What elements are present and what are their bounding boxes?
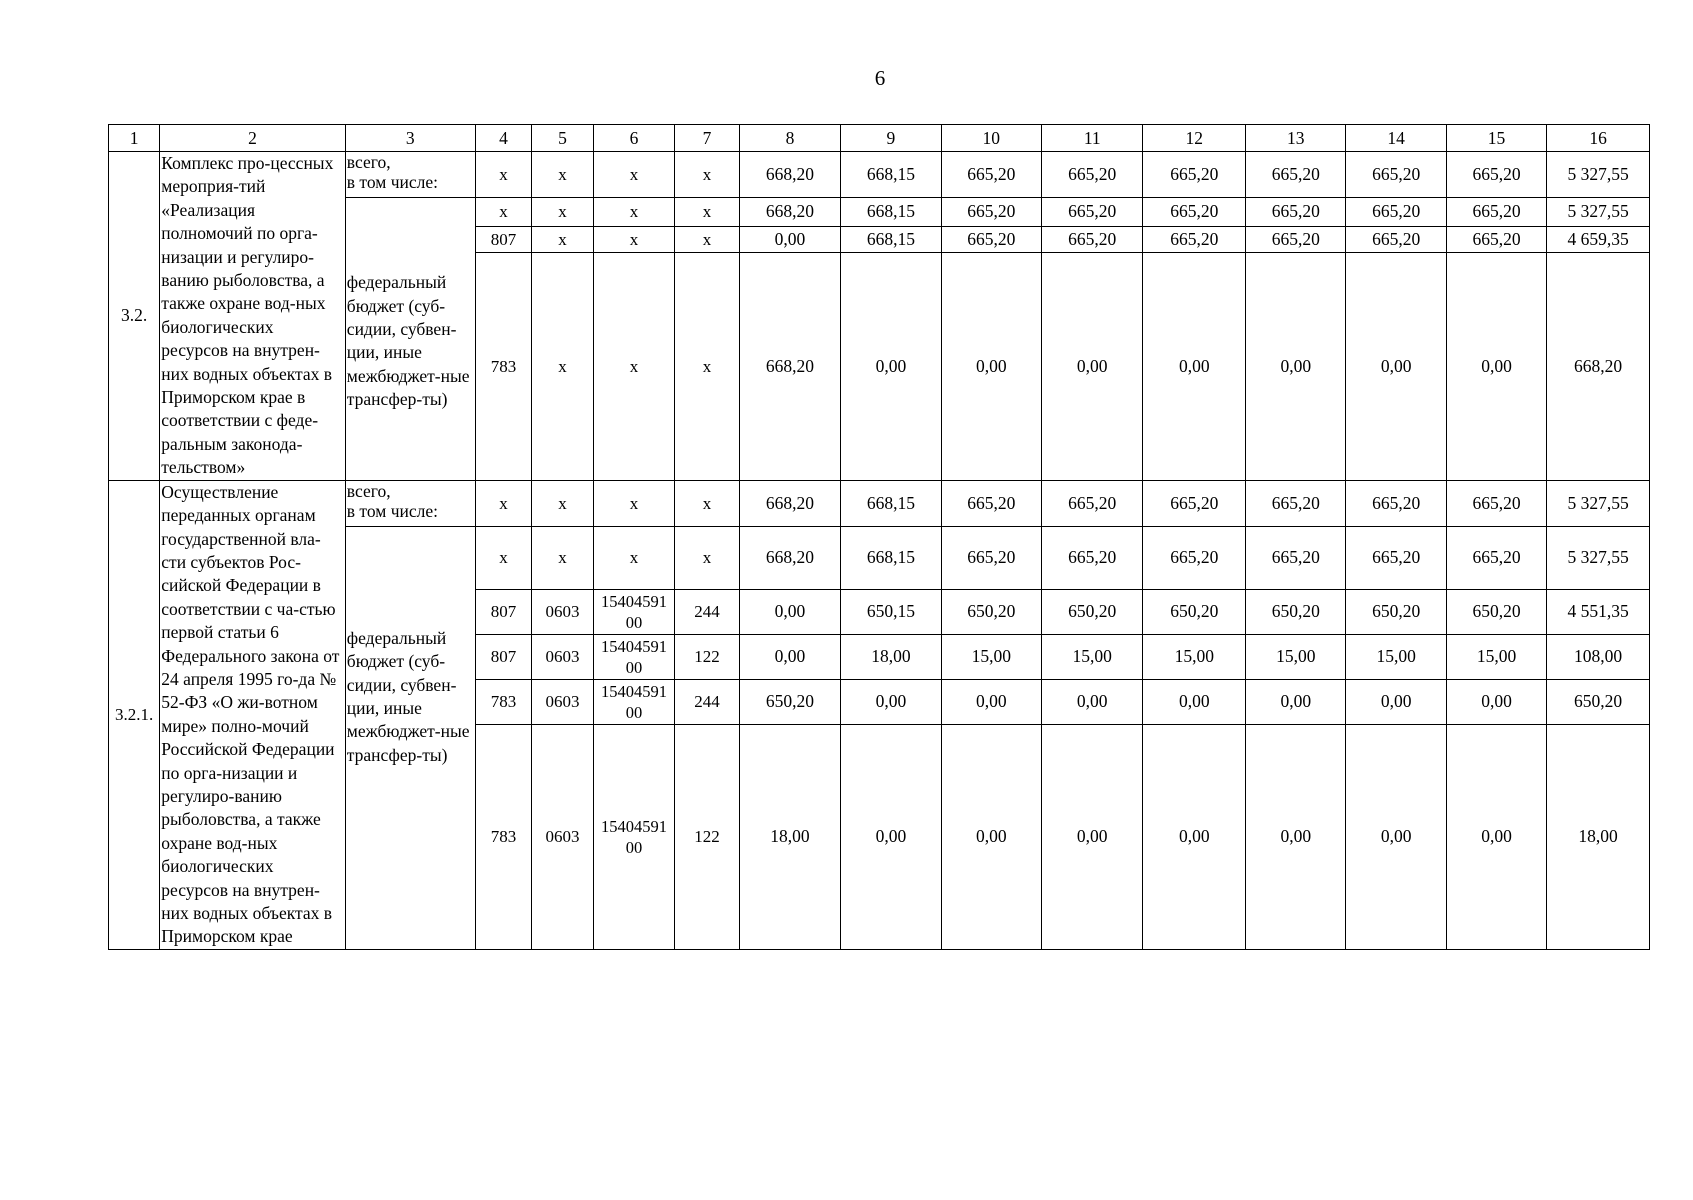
year-value: 650,20	[1246, 589, 1346, 634]
gr-code: 783	[475, 679, 532, 724]
year-value: 668,20	[739, 480, 840, 526]
year-value: 18,00	[841, 634, 941, 679]
year-value: 15,00	[1246, 634, 1346, 679]
target-code: 15404591 00	[593, 589, 675, 634]
year-value: 668,15	[841, 526, 941, 589]
year-value: 0,00	[739, 589, 840, 634]
gr-code: 807	[475, 589, 532, 634]
year-value: 665,20	[1246, 526, 1346, 589]
gr-code: х	[475, 480, 532, 526]
year-value: 5 327,55	[1547, 526, 1650, 589]
year-value: 5 327,55	[1547, 198, 1650, 227]
column-header: 2	[160, 125, 346, 152]
year-value: 0,00	[1346, 252, 1446, 480]
type-code: х	[675, 226, 739, 252]
year-value: 650,20	[1143, 589, 1246, 634]
section-code: 0603	[532, 679, 593, 724]
year-value: 0,00	[941, 679, 1041, 724]
year-value: 4 551,35	[1547, 589, 1650, 634]
section-code: х	[532, 480, 593, 526]
column-header: 6	[593, 125, 675, 152]
column-header: 14	[1346, 125, 1446, 152]
year-value: 650,15	[841, 589, 941, 634]
type-code: 122	[675, 724, 739, 949]
gr-code: х	[475, 198, 532, 227]
year-value: 665,20	[941, 198, 1041, 227]
year-value: 5 327,55	[1547, 480, 1650, 526]
gr-code: х	[475, 152, 532, 198]
year-value: 665,20	[941, 226, 1041, 252]
year-value: 108,00	[1547, 634, 1650, 679]
funding-source-label: федеральный бюджет (суб-сидии, субвен-ции, иные межбюджет-ные трансфер-ты)	[345, 526, 475, 949]
year-value: 665,20	[1246, 198, 1346, 227]
year-value: 665,20	[1446, 526, 1546, 589]
year-value: 0,00	[1143, 679, 1246, 724]
type-code: х	[675, 526, 739, 589]
year-value: 668,20	[739, 252, 840, 480]
year-value: 15,00	[1143, 634, 1246, 679]
year-value: 15,00	[1346, 634, 1446, 679]
year-value: 665,20	[941, 152, 1041, 198]
section-code: х	[532, 198, 593, 227]
section-code: 0603	[532, 589, 593, 634]
year-value: 668,15	[841, 226, 941, 252]
year-value: 665,20	[1346, 480, 1446, 526]
section-number: 3.2.1.	[109, 480, 160, 949]
year-value: 668,15	[841, 152, 941, 198]
year-value: 0,00	[1042, 724, 1143, 949]
year-value: 0,00	[1143, 724, 1246, 949]
column-header: 1	[109, 125, 160, 152]
section-number: 3.2.	[109, 152, 160, 481]
year-value: 18,00	[739, 724, 840, 949]
column-header: 12	[1143, 125, 1246, 152]
year-value: 665,20	[1446, 226, 1546, 252]
target-code: 15404591 00	[593, 679, 675, 724]
year-value: 668,20	[739, 198, 840, 227]
target-code: х	[593, 152, 675, 198]
year-value: 650,20	[1446, 589, 1546, 634]
target-code: х	[593, 252, 675, 480]
year-value: 665,20	[1042, 480, 1143, 526]
year-value: 665,20	[1246, 480, 1346, 526]
year-value: 15,00	[1446, 634, 1546, 679]
target-code: х	[593, 226, 675, 252]
year-value: 665,20	[1346, 152, 1446, 198]
column-header: 11	[1042, 125, 1143, 152]
column-header: 9	[841, 125, 941, 152]
table-row	[109, 480, 1650, 526]
type-code: х	[675, 480, 739, 526]
gr-code: 807	[475, 226, 532, 252]
year-value: 665,20	[1042, 152, 1143, 198]
column-header: 15	[1446, 125, 1546, 152]
total-label: всего, в том числе:	[345, 480, 475, 526]
type-code: 244	[675, 679, 739, 724]
target-code: х	[593, 198, 675, 227]
year-value: 665,20	[1042, 198, 1143, 227]
section-code: х	[532, 226, 593, 252]
gr-code: 783	[475, 252, 532, 480]
year-value: 0,00	[1446, 679, 1546, 724]
type-code: 122	[675, 634, 739, 679]
year-value: 5 327,55	[1547, 152, 1650, 198]
page-number: 6	[874, 66, 886, 90]
year-value: 0,00	[841, 252, 941, 480]
year-value: 0,00	[941, 724, 1041, 949]
year-value: 18,00	[1547, 724, 1650, 949]
year-value: 665,20	[1042, 226, 1143, 252]
year-value: 668,15	[841, 198, 941, 227]
year-value: 650,20	[1042, 589, 1143, 634]
funding-source-label: федеральный бюджет (суб-сидии, субвен-ции, иные межбюджет-ные трансфер-ты)	[345, 198, 475, 481]
year-value: 650,20	[1346, 589, 1446, 634]
year-value: 0,00	[1346, 679, 1446, 724]
total-label: всего, в том числе:	[345, 152, 475, 198]
target-code: х	[593, 480, 675, 526]
year-value: 0,00	[1143, 252, 1246, 480]
year-value: 665,20	[1346, 198, 1446, 227]
section-name: Осуществление переданных органам государственной вла-сти субъектов Рос-сийской Федерации в соответствии с ча-стью первой статьи 6 Федерального закона от 24 апреля 1995 го-да № 52-ФЗ «О жи-вотном мире» полно-мочий Российской Федерации по орга-низации и регулиро-ванию рыболовства, а также охране вод-ных биологических ресурсов на внутрен-них водных объектах в Приморском крае	[160, 480, 346, 949]
year-value: 0,00	[841, 724, 941, 949]
year-value: 0,00	[739, 226, 840, 252]
year-value: 668,20	[739, 526, 840, 589]
budget-table	[108, 124, 1650, 950]
type-code: х	[675, 152, 739, 198]
type-code: 244	[675, 589, 739, 634]
year-value: 668,20	[1547, 252, 1650, 480]
year-value: 0,00	[1446, 724, 1546, 949]
gr-code: 807	[475, 634, 532, 679]
table-row	[109, 152, 1650, 198]
column-header: 10	[941, 125, 1041, 152]
column-header: 16	[1547, 125, 1650, 152]
type-code: х	[675, 198, 739, 227]
column-header: 5	[532, 125, 593, 152]
year-value: 668,15	[841, 480, 941, 526]
year-value: 0,00	[1042, 679, 1143, 724]
year-value: 0,00	[1246, 252, 1346, 480]
year-value: 665,20	[1246, 152, 1346, 198]
year-value: 4 659,35	[1547, 226, 1650, 252]
year-value: 665,20	[1143, 226, 1246, 252]
column-header: 7	[675, 125, 739, 152]
year-value: 0,00	[1042, 252, 1143, 480]
year-value: 0,00	[1346, 724, 1446, 949]
target-code: х	[593, 526, 675, 589]
target-code: 15404591 00	[593, 724, 675, 949]
year-value: 0,00	[1246, 679, 1346, 724]
year-value: 665,20	[1143, 480, 1246, 526]
year-value: 665,20	[1446, 152, 1546, 198]
section-name: Комплекс про-цессных мероприя-тий «Реализация полномочий по орга-низации и регулиро-ванию рыболовства, а также охране вод-ных биологических ресурсов на внутрен-них водных объектах в Приморском крае в соответствии с феде-ральным законода-тельством»	[160, 152, 346, 481]
year-value: 665,20	[1143, 198, 1246, 227]
year-value: 665,20	[1346, 226, 1446, 252]
column-header: 13	[1246, 125, 1346, 152]
year-value: 650,20	[1547, 679, 1650, 724]
column-header: 8	[739, 125, 840, 152]
year-value: 665,20	[1446, 198, 1546, 227]
year-value: 665,20	[941, 480, 1041, 526]
gr-code: х	[475, 526, 532, 589]
year-value: 665,20	[1246, 226, 1346, 252]
section-code: 0603	[532, 634, 593, 679]
section-code: х	[532, 252, 593, 480]
year-value: 665,20	[1143, 526, 1246, 589]
year-value: 665,20	[1346, 526, 1446, 589]
type-code: х	[675, 252, 739, 480]
column-header: 3	[345, 125, 475, 152]
gr-code: 783	[475, 724, 532, 949]
header-row	[109, 125, 1650, 152]
section-code: х	[532, 526, 593, 589]
year-value: 650,20	[941, 589, 1041, 634]
year-value: 0,00	[841, 679, 941, 724]
column-header: 4	[475, 125, 532, 152]
year-value: 668,20	[739, 152, 840, 198]
section-code: х	[532, 152, 593, 198]
year-value: 0,00	[941, 252, 1041, 480]
year-value: 665,20	[1446, 480, 1546, 526]
year-value: 0,00	[1446, 252, 1546, 480]
section-code: 0603	[532, 724, 593, 949]
year-value: 0,00	[739, 634, 840, 679]
year-value: 0,00	[1246, 724, 1346, 949]
year-value: 15,00	[1042, 634, 1143, 679]
year-value: 665,20	[1143, 152, 1246, 198]
year-value: 15,00	[941, 634, 1041, 679]
year-value: 650,20	[739, 679, 840, 724]
year-value: 665,20	[1042, 526, 1143, 589]
year-value: 665,20	[941, 526, 1041, 589]
target-code: 15404591 00	[593, 634, 675, 679]
